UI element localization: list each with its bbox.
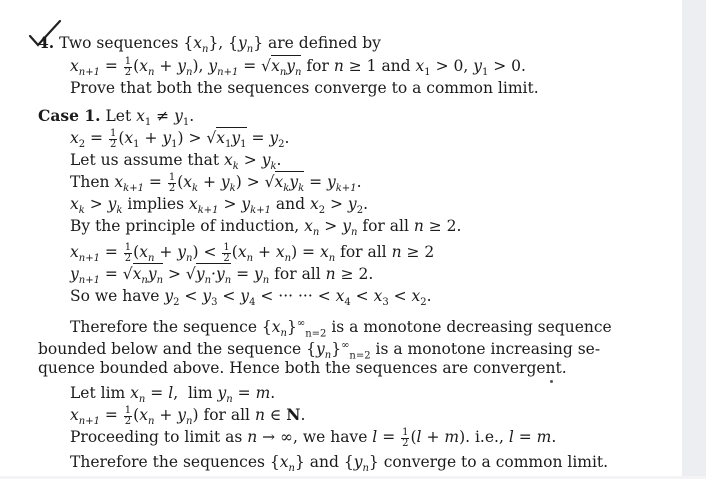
case1-line-x2: $x_2$ = $\frac{1}{2}$ $(x_1 + y_1) > √x_1y_1 = y_2$. bbox=[70, 127, 290, 151]
case1-y-increasing: $y_{n+1} = √x_ny_n > √y_n\cdot y_n = y_n$ for all n ≥ 2. bbox=[70, 265, 374, 287]
case1-heading: Case 1. Let $x_1 \ne y_1$. bbox=[38, 106, 195, 129]
case1-x-decreasing: $x_{n+1}$ = $\frac{1}{2}$ $(x_n + y_n)$ < $\frac{1}{2}$ $(x_n + x_n) = x_n$ for all n ≥ 2 bbox=[70, 241, 435, 265]
final-statement: Therefore the sequences $\{x_n\}$ and $\{y_n\}$ converge to a common limit. bbox=[70, 453, 609, 475]
limit-recurrence: $x_{n+1}$ = $\frac{1}{2}$ $(x_n + y_n)$ for all n ∈ N. bbox=[70, 404, 306, 428]
problem-definition: $x_{n+1}$ = $\frac{1}{2}$ $(x_n + y_n)$, $y_{n+1} = √x_ny_n$ for n ≥ 1 and $x_1 > 0$, $y_1 > 0$. bbox=[70, 55, 526, 79]
case1-then: Then $x_{k+1}$ = $\frac{1}{2}$ $(x_k + y_k) > √x_ky_k = y_{k+1}$. bbox=[70, 171, 362, 195]
case1-implies: $x_k > y_k$ implies $x_{k+1} > y_{k+1}$ and $x_2 > y_2$. bbox=[70, 195, 368, 217]
problem-task: Prove that both the sequences converge to a common limit. bbox=[70, 79, 539, 97]
limit-proceed: Proceeding to limit as n → ∞, we have l = $\frac{1}{2}$ (l + m). i.e., l = m. bbox=[70, 426, 557, 449]
problem-intro: 4. Two sequences $\{x_n\}$, $\{y_n\}$ are defined by bbox=[38, 33, 381, 56]
case1-induction: By the principle of induction, $x_n > y_n$ for all n ≥ 2. bbox=[70, 217, 462, 239]
problem-intro-text: Two sequences $\{x_n\}$, $\{y_n\}$ are defined by bbox=[59, 34, 381, 56]
case1-assume: Let us assume that $x_k > y_k$. bbox=[70, 151, 282, 173]
conclusion-line-3: quence bounded above. Hence both the sequences are convergent. bbox=[38, 359, 567, 377]
stray-dot bbox=[550, 380, 553, 383]
case1-chain: So we have $y_2 < y_3 < y_4$ < ··· ··· < $x_4 < x_3 < x_2$. bbox=[70, 287, 432, 309]
conclusion-line-1: Therefore the sequence $\{x_n\}^\infty_{n=2}$ is a monotone decreasing sequence bbox=[70, 318, 612, 340]
conclusion-line-2: bounded below and the sequence $\{y_n\}^\infty_{n=2}$ is a monotone increasing se- bbox=[38, 340, 601, 362]
viewer-side-strip bbox=[682, 0, 706, 476]
limit-let: Let $\lim x_n = l$, $\lim y_n = m$. bbox=[70, 384, 276, 406]
